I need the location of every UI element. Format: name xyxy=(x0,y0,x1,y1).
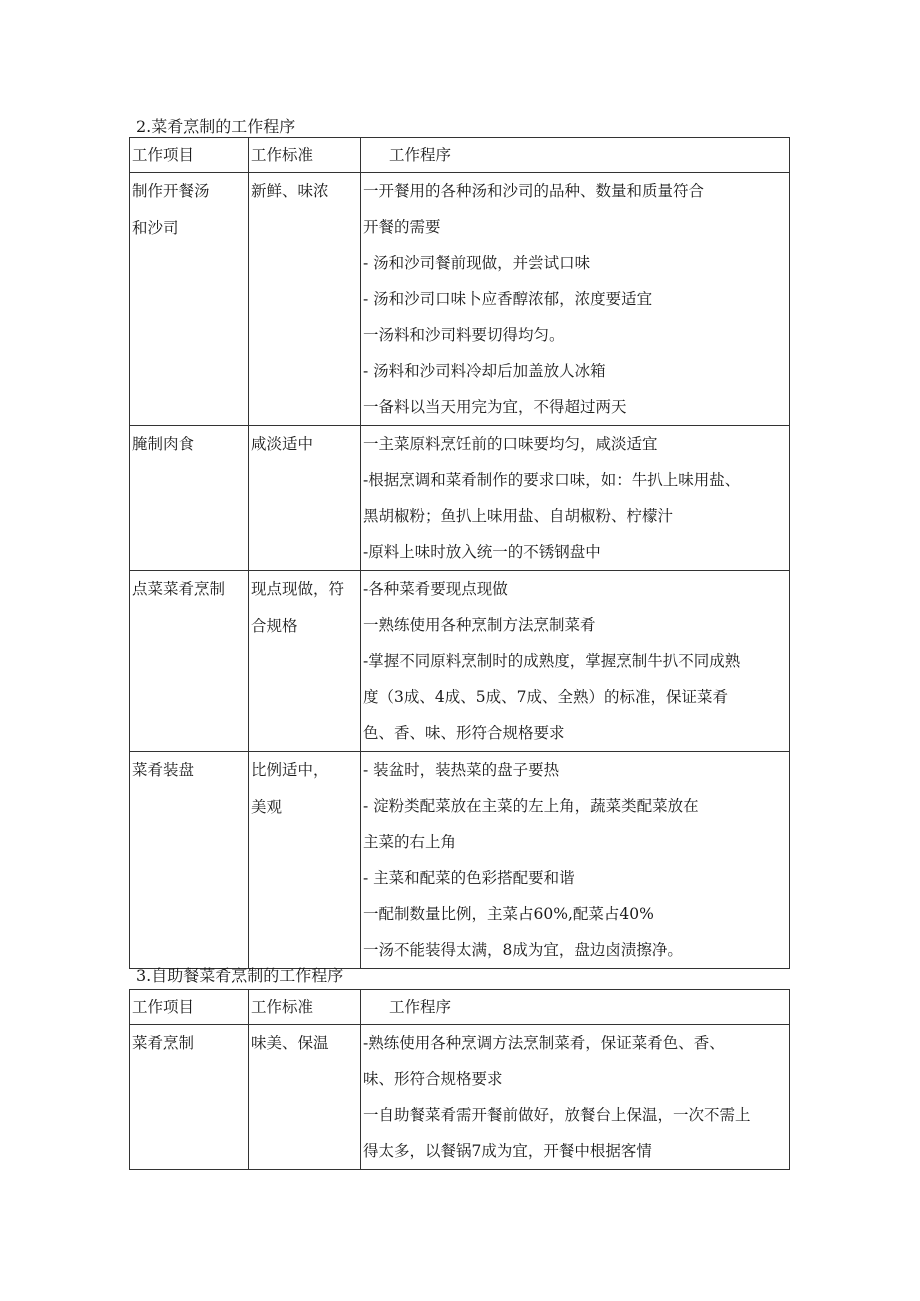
procedure-line: -各种菜肴要现点现做 xyxy=(363,580,508,598)
procedure-line: 得太多，以餐锅7成为宜，开餐中根据客情 xyxy=(363,1142,652,1160)
work-standard-cell xyxy=(249,426,361,571)
procedure-lines xyxy=(361,571,789,751)
procedure-line: 一自助餐菜肴需开餐前做好，放餐台上保温，一次不需上 xyxy=(363,1106,751,1124)
work-item-text: 制作开餐汤 xyxy=(132,182,210,200)
table-row xyxy=(130,173,790,426)
procedure-line: -熟练使用各种烹调方法烹制菜肴，保证菜肴色、香、 xyxy=(363,1034,725,1052)
work-procedure-cell xyxy=(361,1025,790,1170)
header-cell xyxy=(361,990,790,1025)
section-2-title: 2.菜肴烹制的工作程序 xyxy=(136,117,296,136)
procedure-line: - 装盆时，装热菜的盘子要热 xyxy=(363,761,560,779)
table-row xyxy=(130,1025,790,1170)
header-label: 工作程序 xyxy=(389,146,452,164)
procedure-line: 度（3成、4成、5成、7成、全熟）的标准，保证菜肴 xyxy=(363,688,728,706)
section-3-table xyxy=(129,989,790,1170)
header-cell xyxy=(249,990,361,1025)
work-item-cell xyxy=(130,173,249,426)
procedure-line: 主菜的右上角 xyxy=(363,833,457,851)
section-2-table xyxy=(129,137,790,969)
work-procedure-cell xyxy=(361,571,790,752)
work-standard-text: 比例适中， xyxy=(251,761,329,779)
header-cell xyxy=(361,138,790,173)
procedure-line: - 汤和沙司餐前现做，并尝试口味 xyxy=(363,254,591,272)
procedure-line: - 主菜和配菜的色彩搭配要和谐 xyxy=(363,869,575,887)
procedure-lines xyxy=(361,426,789,570)
procedure-line: 一开餐用的各种汤和沙司的品种、数量和质量符合 xyxy=(363,182,705,200)
procedure-line: 味、形符合规格要求 xyxy=(363,1070,503,1088)
table-row xyxy=(130,426,790,571)
work-item-text: 腌制肉食 xyxy=(132,435,195,453)
header-label: 工作程序 xyxy=(389,998,452,1016)
work-standard-cell xyxy=(249,173,361,426)
work-standard-cell xyxy=(249,752,361,969)
header-label: 工作项目 xyxy=(132,998,195,1016)
section-3-title: 3.自助餐菜肴烹制的工作程序 xyxy=(136,966,344,985)
header-cell xyxy=(130,990,249,1025)
procedure-line: -原料上味时放入统一的不锈钢盘中 xyxy=(363,543,601,561)
procedure-line: 开餐的需要 xyxy=(363,218,441,236)
procedure-lines xyxy=(361,1025,789,1169)
header-label: 工作项目 xyxy=(132,146,195,164)
procedure-line: 黑胡椒粉；鱼扒上味用盐、自胡椒粉、柠檬汁 xyxy=(363,507,674,525)
procedure-line: 一熟练使用各种烹制方法烹制菜肴 xyxy=(363,616,596,634)
work-standard-text: 现点现做，符 xyxy=(251,580,345,598)
procedure-line: -根据烹调和菜肴制作的要求口味，如：牛扒上味用盐、 xyxy=(363,471,741,489)
work-item-text: 菜肴烹制 xyxy=(132,1034,195,1052)
table-row xyxy=(130,752,790,969)
work-item-cell xyxy=(130,752,249,969)
header-label: 工作标准 xyxy=(251,146,314,164)
procedure-line: 一配制数量比例，主菜占60%,配菜占40% xyxy=(363,905,654,923)
table-header-row xyxy=(130,990,790,1025)
work-item-text: 菜肴装盘 xyxy=(132,761,195,779)
work-procedure-cell xyxy=(361,173,790,426)
table-row xyxy=(130,571,790,752)
header-cell xyxy=(249,138,361,173)
procedure-line: - 淀粉类配菜放在主菜的左上角，蔬菜类配菜放在 xyxy=(363,797,699,815)
work-standard-text: 咸淡适中 xyxy=(251,435,314,453)
work-standard-cell xyxy=(249,571,361,752)
table-header-row xyxy=(130,138,790,173)
procedure-line: - 汤料和沙司料冷却后加盖放人冰箱 xyxy=(363,362,606,380)
procedure-lines xyxy=(361,752,789,968)
procedure-line: 一汤不能装得太满，8成为宜，盘边卤渍擦净。 xyxy=(363,941,683,959)
header-cell xyxy=(130,138,249,173)
work-standard-text: 合规格 xyxy=(251,617,298,635)
procedure-line: - 汤和沙司口味卜应香醇浓郁，浓度要适宜 xyxy=(363,290,653,308)
work-procedure-cell xyxy=(361,752,790,969)
work-procedure-cell xyxy=(361,426,790,571)
work-item-cell xyxy=(130,426,249,571)
procedure-line: 色、香、味、形符合规格要求 xyxy=(363,724,565,742)
work-item-text: 点菜菜肴烹制 xyxy=(132,580,226,598)
procedure-line: 一主菜原料烹饪前的口味要均匀，咸淡适宜 xyxy=(363,435,658,453)
procedure-line: 一汤料和沙司料要切得均匀。 xyxy=(363,326,565,344)
work-item-cell xyxy=(130,571,249,752)
procedure-line: -掌握不同原料烹制时的成熟度，掌握烹制牛扒不同成熟 xyxy=(363,652,741,670)
procedure-lines xyxy=(361,173,789,425)
work-item-cell xyxy=(130,1025,249,1170)
work-standard-text: 新鲜、味浓 xyxy=(251,182,329,200)
work-standard-text: 味美、保温 xyxy=(251,1034,329,1052)
procedure-line: 一备料以当天用完为宜，不得超过两天 xyxy=(363,398,627,416)
header-label: 工作标准 xyxy=(251,998,314,1016)
work-standard-text: 美观 xyxy=(251,798,283,816)
work-standard-cell xyxy=(249,1025,361,1170)
work-item-text: 和沙司 xyxy=(132,219,179,237)
